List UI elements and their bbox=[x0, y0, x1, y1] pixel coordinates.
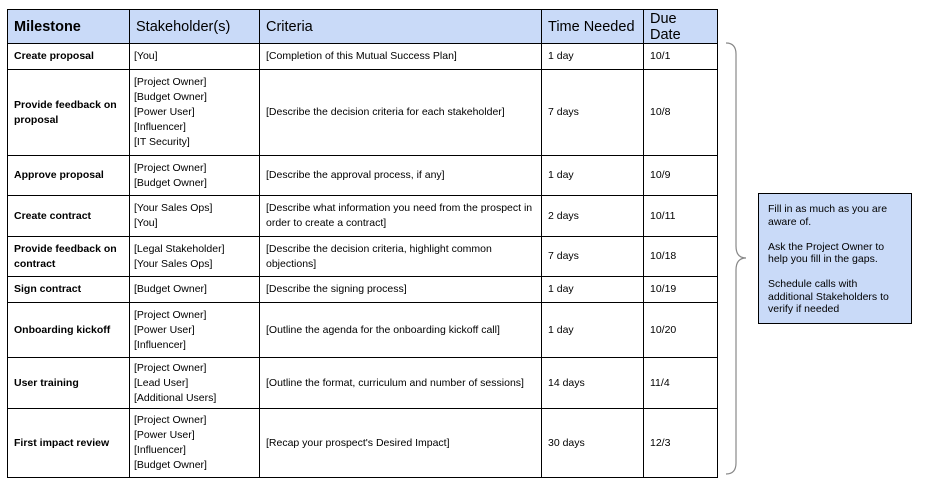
due-date-cell: 10/9 bbox=[644, 156, 718, 196]
milestone-cell: Create contract bbox=[8, 196, 130, 237]
milestone-cell: Approve proposal bbox=[8, 156, 130, 196]
stakeholder-item: [Project Owner] bbox=[134, 308, 207, 321]
criteria-cell: [Describe the decision criteria for each stakeholder] bbox=[260, 70, 542, 156]
time-needed-cell: 30 days bbox=[542, 409, 644, 478]
criteria-cell: [Describe the decision criteria, highlight common objections] bbox=[260, 237, 542, 277]
instruction-note bbox=[758, 193, 912, 324]
stakeholder-item: [Legal Stakeholder] bbox=[134, 242, 225, 255]
note-paragraph: Schedule calls with additional Stakeholders to verify if needed bbox=[768, 278, 889, 315]
criteria-cell: [Completion of this Mutual Success Plan] bbox=[260, 44, 542, 70]
table-row bbox=[8, 409, 718, 478]
mutual-success-plan-table bbox=[7, 9, 718, 478]
stakeholder-item: [IT Security] bbox=[134, 136, 190, 148]
due-date-cell: 11/4 bbox=[644, 358, 718, 409]
stakeholder-item: [You] bbox=[134, 217, 158, 229]
criteria-cell: [Outline the agenda for the onboarding kickoff call] bbox=[260, 303, 542, 358]
milestone-cell: Sign contract bbox=[8, 277, 130, 303]
stakeholder-item: [Lead User] bbox=[134, 376, 189, 389]
stakeholder-item: [Budget Owner] bbox=[134, 91, 207, 103]
criteria-cell: [Describe the approval process, if any] bbox=[260, 156, 542, 196]
due-date-cell: 10/20 bbox=[644, 303, 718, 358]
due-date-cell: 10/1 bbox=[644, 44, 718, 70]
header-milestone: Milestone bbox=[8, 10, 130, 44]
stakeholder-item: [Power User] bbox=[134, 106, 195, 118]
stakeholder-item: [Your Sales Ops] bbox=[134, 257, 213, 270]
due-date-cell: 10/18 bbox=[644, 237, 718, 277]
stakeholder-item: [Project Owner] bbox=[134, 414, 207, 426]
milestone-cell: First impact review bbox=[8, 409, 130, 478]
table-row bbox=[8, 303, 718, 358]
stakeholder-item: [Budget Owner] bbox=[134, 283, 207, 295]
time-needed-cell: 14 days bbox=[542, 358, 644, 409]
time-needed-cell: 7 days bbox=[542, 237, 644, 277]
stakeholder-item: [Additional Users] bbox=[134, 391, 217, 404]
header-time-needed: Time Needed bbox=[542, 10, 644, 44]
table-row bbox=[8, 156, 718, 196]
stakeholder-item: [Project Owner] bbox=[134, 76, 207, 88]
stakeholder-item: [Your Sales Ops] bbox=[134, 202, 213, 214]
note-paragraph: Fill in as much as you are aware of. bbox=[768, 203, 888, 228]
stakeholders-cell bbox=[130, 277, 260, 303]
criteria-cell: [Outline the format, curriculum and number of sessions] bbox=[260, 358, 542, 409]
table-row bbox=[8, 44, 718, 70]
table-header-row bbox=[8, 10, 718, 44]
time-needed-cell: 2 days bbox=[542, 196, 644, 237]
due-date-cell: 10/8 bbox=[644, 70, 718, 156]
criteria-cell: [Recap your prospect's Desired Impact] bbox=[260, 409, 542, 478]
time-needed-cell: 1 day bbox=[542, 303, 644, 358]
criteria-cell: [Describe what information you need from the prospect in order to create a contract] bbox=[260, 196, 542, 237]
stakeholder-item: [Power User] bbox=[134, 323, 195, 336]
stakeholder-item: [Budget Owner] bbox=[134, 459, 207, 471]
stakeholders-cell bbox=[130, 303, 260, 358]
table-row bbox=[8, 196, 718, 237]
due-date-cell: 10/19 bbox=[644, 277, 718, 303]
table-body bbox=[8, 44, 718, 478]
stakeholder-item: [Influencer] bbox=[134, 444, 186, 456]
stakeholders-cell bbox=[130, 156, 260, 196]
time-needed-cell: 1 day bbox=[542, 277, 644, 303]
milestone-cell: Provide feedback on proposal bbox=[8, 70, 130, 156]
table-row bbox=[8, 277, 718, 303]
milestone-cell: User training bbox=[8, 358, 130, 409]
time-needed-cell: 7 days bbox=[542, 70, 644, 156]
stakeholder-item: [Influencer] bbox=[134, 338, 186, 351]
criteria-cell: [Describe the signing process] bbox=[260, 277, 542, 303]
table-row bbox=[8, 70, 718, 156]
time-needed-cell: 1 day bbox=[542, 44, 644, 70]
stakeholders-cell bbox=[130, 196, 260, 237]
stakeholder-item: [Project Owner] bbox=[134, 361, 207, 374]
stakeholders-cell bbox=[130, 237, 260, 277]
right-brace-icon bbox=[724, 42, 750, 476]
milestone-cell: Provide feedback on contract bbox=[8, 237, 130, 277]
header-due-date: Due Date bbox=[644, 10, 718, 44]
stakeholders-cell bbox=[130, 409, 260, 478]
stakeholder-item: [Budget Owner] bbox=[134, 176, 207, 189]
header-stakeholders: Stakeholder(s) bbox=[130, 10, 260, 44]
due-date-cell: 12/3 bbox=[644, 409, 718, 478]
stakeholder-item: [You] bbox=[134, 50, 158, 62]
table-row bbox=[8, 358, 718, 409]
time-needed-cell: 1 day bbox=[542, 156, 644, 196]
milestone-cell: Create proposal bbox=[8, 44, 130, 70]
milestone-cell: Onboarding kickoff bbox=[8, 303, 130, 358]
stakeholder-item: [Power User] bbox=[134, 429, 195, 441]
stakeholder-item: [Influencer] bbox=[134, 121, 186, 133]
stakeholders-cell bbox=[130, 358, 260, 409]
stakeholders-cell bbox=[130, 70, 260, 156]
note-paragraph: Ask the Project Owner to help you fill in the gaps. bbox=[768, 240, 885, 265]
table-row bbox=[8, 237, 718, 277]
header-criteria: Criteria bbox=[260, 10, 542, 44]
stakeholder-item: [Project Owner] bbox=[134, 161, 207, 174]
stakeholders-cell bbox=[130, 44, 260, 70]
due-date-cell: 10/11 bbox=[644, 196, 718, 237]
